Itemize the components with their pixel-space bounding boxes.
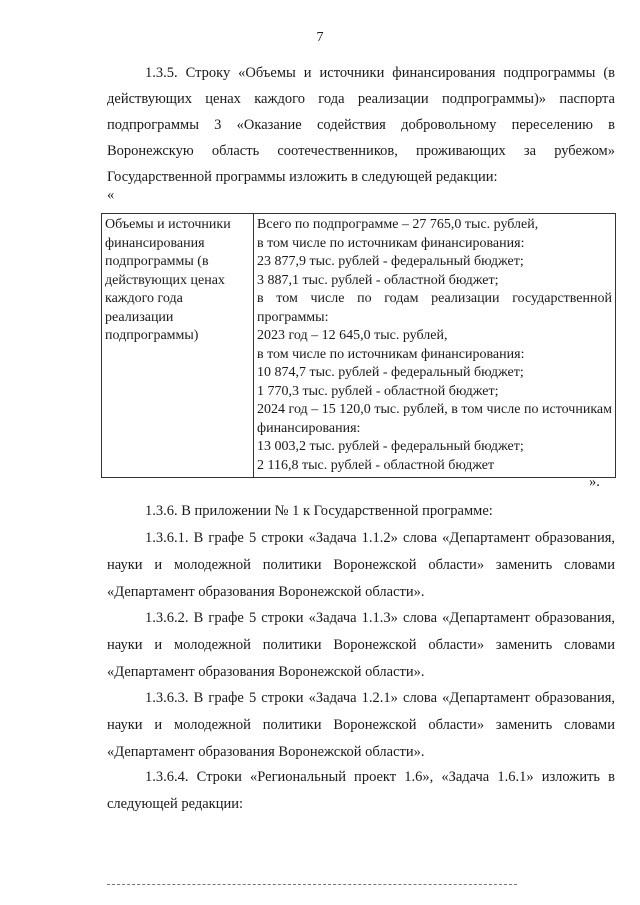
paragraph-1-3-5: 1.3.5. Строку «Объемы и источники финансирования подпрограммы (в действующих ценах каждого года реализации подпрограммы)» паспорта подпрограммы 3 «Оказание содействия добровольному переселению в Воронежскую область соотечественников, проживающих за рубежом» Государственной программы изложить в следующей редакции: (107, 65, 615, 185)
financing-line: в том числе по источникам финансирования: (257, 346, 525, 362)
quote-close-mark: ». (589, 474, 600, 490)
financing-line: в том числе по источникам финансирования: (257, 235, 525, 251)
financing-table (101, 213, 616, 478)
financing-line: в том числе по годам реализации государственной программы: (257, 291, 612, 325)
quote-open-mark: « (107, 187, 115, 203)
financing-line: 1 770,3 тыс. рублей - областной бюджет; (257, 383, 499, 399)
financing-line: Всего по подпрограмме – 27 765,0 тыс. рублей, (257, 217, 539, 232)
financing-line: 2023 год – 12 645,0 тыс. рублей, (257, 328, 448, 343)
paragraph-1-3-6-2: 1.3.6.2. В графе 5 строки «Задача 1.1.3» слова «Департамент образования, науки и молодежной политики Воронежской области» заменить словами «Департамент образования Воронежской области». (107, 610, 615, 680)
financing-line: 3 887,1 тыс. рублей - областной бюджет; (257, 272, 499, 288)
financing-line: 13 003,2 тыс. рублей - федеральный бюджет; (257, 439, 524, 454)
table-row (102, 214, 616, 478)
financing-line: 10 874,7 тыс. рублей - федеральный бюджет; (257, 365, 524, 380)
paragraph-1-3-6: 1.3.6. В приложении № 1 к Государственной программе: (145, 503, 493, 519)
page-number: 7 (316, 30, 324, 45)
financing-line: 23 877,9 тыс. рублей - федеральный бюджет; (257, 254, 524, 269)
financing-line: 2 116,8 тыс. рублей - областной бюджет (257, 457, 495, 473)
financing-line: 2024 год – 15 120,0 тыс. рублей, в том числе по источникам финансирования: (257, 402, 612, 436)
paragraph-1-3-6-4: 1.3.6.4. Строки «Региональный проект 1.6», «Задача 1.6.1» изложить в следующей редакции: (107, 769, 615, 812)
paragraph-1-3-6-1: 1.3.6.1. В графе 5 строки «Задача 1.1.2» слова «Департамент образования, науки и молодежной политики Воронежской области» заменить словами «Департамент образования Воронежской области». (107, 530, 615, 600)
financing-label-cell: Объемы и источники финансирования подпрограммы (в действующих ценах каждого года реализации подпрограммы) (102, 214, 254, 478)
footer-divider (107, 884, 517, 885)
paragraph-1-3-6-3: 1.3.6.3. В графе 5 строки «Задача 1.2.1» слова «Департамент образования, науки и молодежной политики Воронежской области» заменить словами «Департамент образования Воронежской области». (107, 690, 615, 760)
financing-content-cell (254, 214, 616, 478)
